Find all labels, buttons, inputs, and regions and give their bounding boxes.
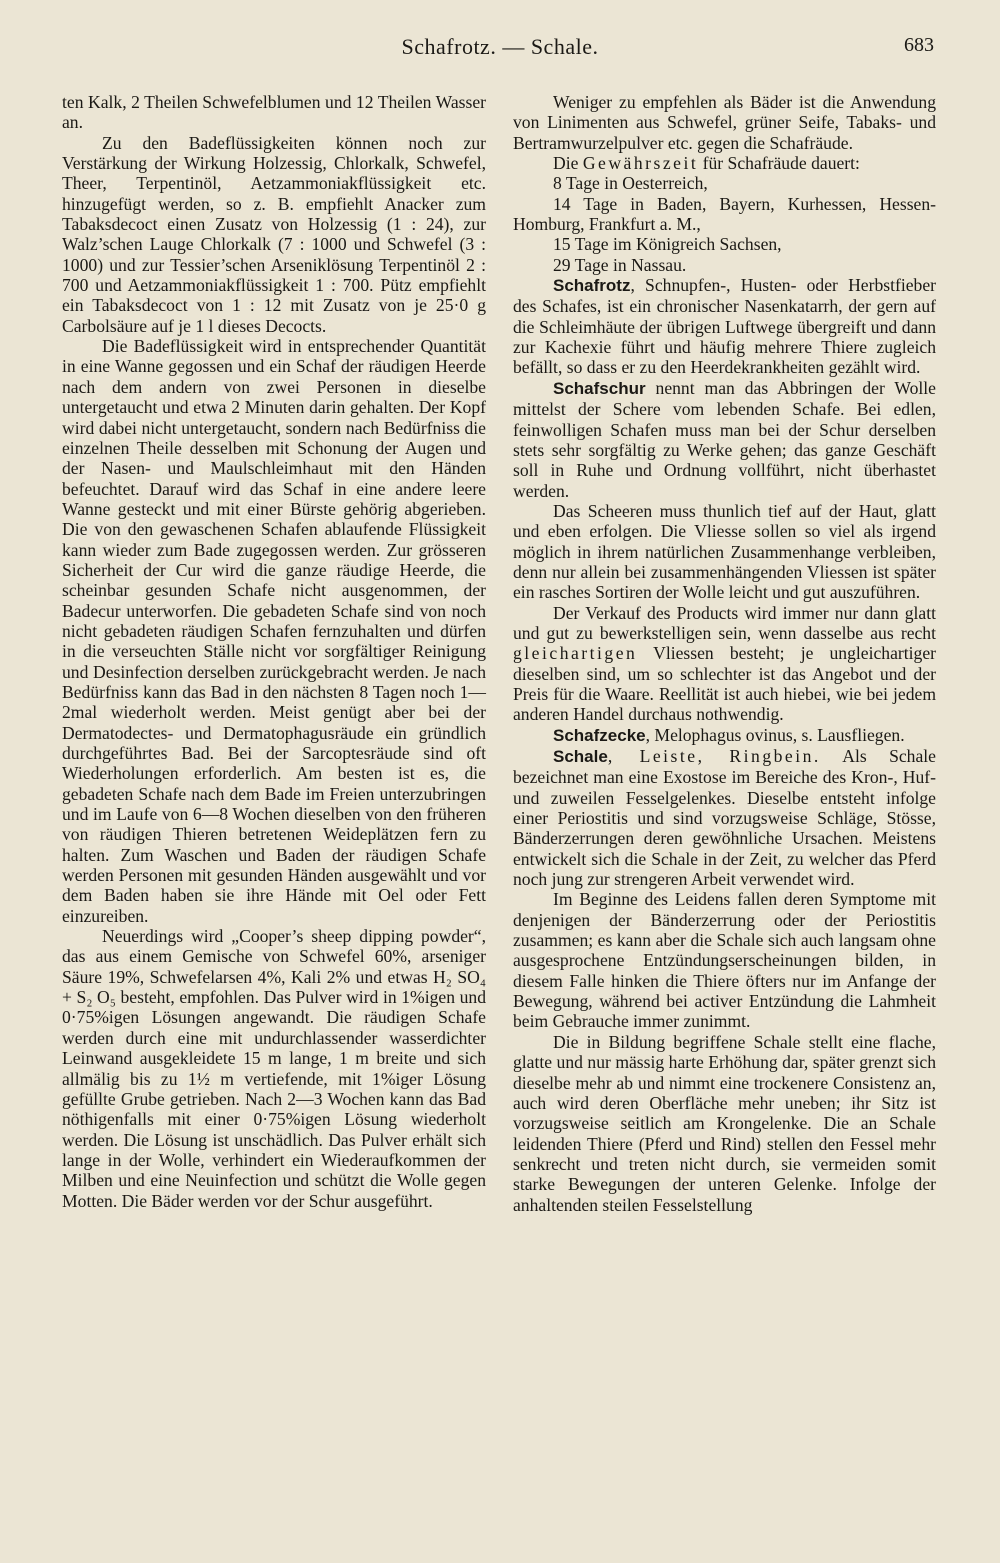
entry-schafschur [513, 378, 936, 501]
left-column [62, 92, 486, 1211]
paragraph: Die Badeflüssigkeit wird in entsprechender Quantität in eine Wanne gegossen und ein Schaf der räudigen Heerde nach dem andern von zwei Personen in dieselbe untergetaucht und etwa 2 Minuten darin gehalten. Der Kopf wird dabei nicht untergetaucht, sondern nach Bedürfniss die einzelnen Theile desselben mit Schonung der Augen und der Nasen- und Maulschleimhaut mit den Händen befeuchtet. Darauf wird das Schaf in eine andere leere Wanne gesteckt und mit einer Bürste gehörig abgerieben. Die von den gewaschenen Schafen ablaufende Flüssigkeit kann wieder zum Bade zugegossen werden. Zur grösseren Sicherheit der Cur wird die ganze räudige Heerde, die scheinbar gesunden Schafe nicht ausgenommen, der Badecur unterworfen. Die gebadeten Schafe sind von noch nicht gebadeten räudigen Schafen fernzuhalten und dürfen in die verseuchten Ställe nicht vor sorgfältiger Reinigung und Desinfection derselben zurückgebracht werden. Je nach Bedürfniss kann das Bad in den nächsten 8 Tagen noch 1—2mal wiederholt werden. Meist genügt aber bei der Dermatodectes- und Dermatophagusräude ein gründlich durchgeführtes Bad. Bei der Sarcoptesräude sind oft Wiederholungen erforderlich. Am besten ist es, die gebadeten Schafe nach dem Bade im Freien unterzubringen und im Laufe von 6—8 Wochen dieselben von den früheren von räudigen Thieren betretenen Weideplätzen fern zu halten. Zum Waschen und Baden der räudigen Schafe werden Personen mit gesunden Händen ausgewählt und vor dem Baden haben sie ihre Hände mit Oel oder Fett einzureiben. [62, 336, 486, 926]
entry-schafzecke [513, 725, 936, 746]
list-item: 14 Tage in Baden, Bayern, Kurhessen, Hessen-Homburg, Frankfurt a. M., [513, 193, 936, 235]
entry-text: , Schnupfen-, Husten- oder Herbstfieber des Schafes, ist ein chronischer Nasenkatarrh, der gern auf die Schleimhäute der übrigen Luftwege übergreift und dann zur Kachexie führt und häufig mehrere Thiere zugleich befällt, so dass er zu den Heerdekrankheiten gezählt wird. [513, 275, 936, 378]
text-fragment: für Schafräude dauert: [698, 153, 860, 174]
warranty-paragraph [513, 153, 936, 173]
paragraph: Neuerdings wird „Cooper’s sheep dipping powder“, das aus einem Gemische von Schwefel 60%, arseniger Säure 19%, Schwefelarsen 4%, Kali 2% und etwas H₂ SO₄ + S₂ O₅ besteht, empfohlen. Das Pulver wird in 1%igen und 0·75%igen Lösungen angewandt. Die räudigen Schafe werden durch eine mit undurchlassender wasserdichter Leinwand ausgekleidete 15 m lange, 1 m breite und sich allmälig bis zu 1½ m vertiefende, mit 1%iger Lösung gefüllte Grube getrieben. Nach 2—3 Wochen kann das Bad nöthigenfalls mit einer 0·75%igen Lösung wiederholt werden. Die Lösung ist unschädlich. Das Pulver erhält sich lange in der Wolle, verhindert ein Wiederaufkommen der Milben und eine Neuinfection und schützt die Wolle gegen Motten. Die Bäder werden vor der Schur ausgeführt. [62, 926, 486, 1211]
paragraph: ten Kalk, 2 Theilen Schwefelblumen und 12 Theilen Wasser an. [62, 92, 486, 133]
list-item: 8 Tage in Oesterreich, [553, 173, 708, 194]
paragraph: Weniger zu empfehlen als Bäder ist die Anwendung von Linimenten aus Schwefel, grüner Seife, Tabaks- und Bertramwurzelpulver etc. gegen die Schafräude. [513, 92, 936, 153]
text-fragment: Der Verkauf des Products wird immer nur dann glatt und gut zu bewerkstelligen sein, wenn dasselbe aus recht [513, 602, 936, 643]
paragraph: Zu den Badeflüssigkeiten können noch zur Verstärkung der Wirkung Holzessig, Chlorkalk, Schwefel, Theer, Terpentinöl, Aetzammoniakflüssigkeit etc. hinzugefügt werden, so z. B. empfiehlt Anacker zum Tabaksdecoct einen Zusatz von Holzessig (1 : 24), zur Walz’schen Lauge Chlorkalk (7 : 1000 und Schwefel (3 : 1000) und zur Tessier’schen Arseniklösung Terpentinöl 2 : 700 und Aetzammoniakflüssigkeit 1 : 700. Pütz empfiehlt ein Tabaksdecoct von 1 : 12 mit Zusatz von je 25·0 g Carbolsäure auf je 1 l dieses Decocts. [62, 132, 486, 336]
entry-schafrotz [513, 275, 936, 378]
paragraph [513, 603, 936, 725]
entry-text: Als Schale bezeichnet man eine Exostose im Bereiche des Kron-, Huf- und zuweilen Fesselgelenkes. Dieselbe entsteht infolge einer Periostitis und sind vorzugsweise Schläge, Stösse, Bänderzerrungen deren gewöhnliche Ursachen. Meistens entwickelt sich die Schale in der Zeit, zu welcher das Pferd noch jung zur strengeren Arbeit verwendet wird. [513, 746, 936, 890]
spaced-term: , Leiste, Ringbein. [607, 746, 821, 766]
right-column [513, 92, 936, 1215]
page-header [0, 34, 1000, 68]
paragraph: Die in Bildung begriffene Schale stellt eine flache, glatte und nur mässig harte Erhöhung dar, später grenzt sich dieselbe mehr ab und nimmt eine trockenere Consistenz an, auch wird deren Oberfläche mehr uneben; ihr Sitz ist vorzugsweise seitlich am Krongelenke. Die an Schale leidenden Thiere (Pferd und Rind) stellen den Fessel mehr senkrecht und treten nicht durch, sie vermeiden somit starke Bewegungen der unteren Gelenke. Infolge der anhaltenden steilen Fesselstellung [513, 1031, 936, 1215]
entry-keyword: Schafrotz [553, 276, 631, 296]
entry-text: nennt man das Abbringen der Wolle mittelst der Schere vom lebenden Schafe. Bei edlen, feinwolligen Schafen muss man bei der Schur derselben stets sehr sorgfältig zu Werke gehen; das ganze Geschäft soll in Ruhe und Ordnung vollführt, nicht überhastet werden. [513, 377, 936, 501]
spaced-term: gleichartigen [513, 643, 638, 664]
page-number: 683 [904, 34, 934, 56]
entry-keyword: Schafschur [553, 378, 646, 398]
text-fragment: Vliessen besteht; je ungleichartiger dieselben sind, um so schlechter ist das Angebot und der Preis für die Waare. Reellität ist auch hiebei, wie bei jedem anderen Handel durchaus nothwendig. [513, 643, 936, 725]
entry-schale [513, 746, 936, 889]
text-fragment: Die [553, 153, 583, 174]
running-title: Schafrotz. — Schale. [401, 34, 599, 59]
spaced-term: Gewährszeit [582, 153, 699, 174]
list-item: 15 Tage im Königreich Sachsen, [553, 234, 782, 255]
paragraph: Das Scheeren muss thunlich tief auf der Haut, glatt und eben erfolgen. Die Vliesse sollen so viel als irgend möglich in ihrem natürlichen Zusammenhange verbleiben, denn nur allein bei zusammenhängenden Vliessen ist später ein rasches Sortiren der Wolle leicht und gut auszuführen. [513, 500, 936, 603]
entry-keyword: Schafzecke [553, 725, 646, 745]
paragraph: Im Beginne des Leidens fallen deren Symptome mit denjenigen der Bänderzerrung oder der Periostitis zusammen; es kann aber die Schale sich auch langsam ohne ausgesprochene Entzündungserscheinungen bilden, in diesem Falle hinken die Thiere öfters nur im Anfange der Bewegung, während bei activer Entzündung die Lahmheit beim Gebrauche immer zunimmt. [513, 889, 936, 1032]
entry-keyword: Schale [553, 747, 608, 766]
entry-text: , Melophagus ovinus, s. Lausfliegen. [645, 724, 905, 745]
list-item: 29 Tage in Nassau. [553, 254, 687, 275]
